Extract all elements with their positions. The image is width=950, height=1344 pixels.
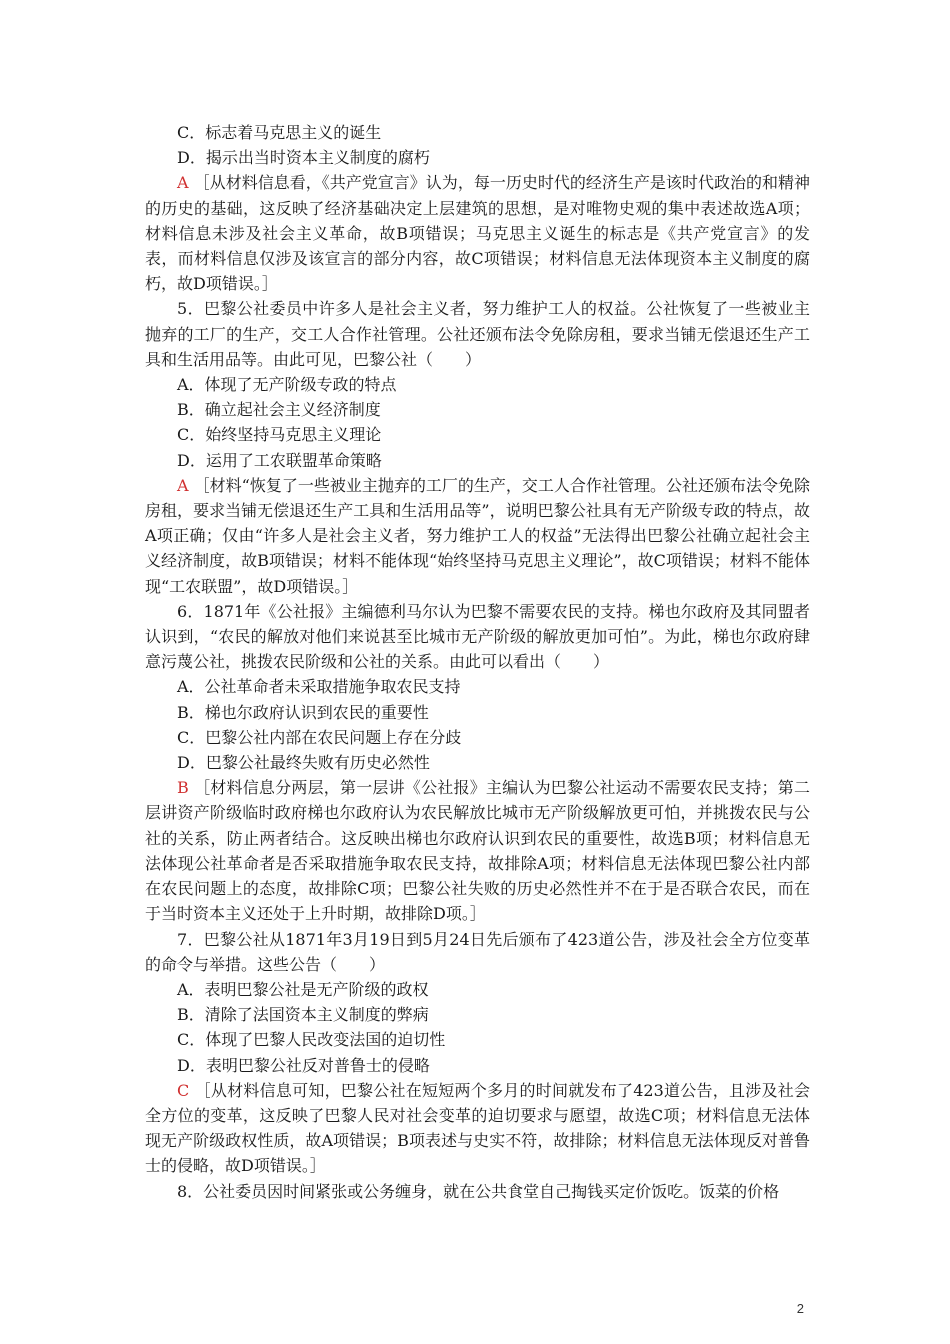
option-d-q4: D．揭示出当时资本主义制度的腐朽 xyxy=(177,148,430,168)
question-8: 8．公社委员因时间紧张或公务缠身，就在公共食堂自己掏钱买定价饭吃。饭菜的价格 xyxy=(177,1181,780,1201)
option-c-q7: C．体现了巴黎人民改变法国的迫切性 xyxy=(177,1030,446,1050)
question-5: 5．巴黎公社委员中许多人是社会主义者，努力维护工人的权益。公社恢复了一些被业主抛弃的工厂的生产，交工人合作社管理。公社还颁布法令免除房租，要求当铺无偿退还生产工具和生活用品等。由此可见，巴黎公社（ ） xyxy=(145,299,810,369)
document-body xyxy=(145,120,810,1204)
answer-q6 xyxy=(145,775,810,926)
option-b-q6: B．梯也尔政府认识到农民的重要性 xyxy=(177,702,429,722)
answer-explanation: ［材料信息分两层，第一层讲《公社报》主编认为巴黎公社运动不需要农民支持；第二层讲资产阶级临时政府梯也尔政府认为农民解放比城市无产阶级解放更可怕，并挑拨农民与公社的关系，防止两者结合。这反映出梯也尔政府认识到农民的重要性，故选B项；材料信息无法体现公社革命者是否采取措施争取农民支持，故排除A项；材料信息无法体现巴黎公社内部在农民问题上的态度，故排除C项；巴黎公社失败的历史必然性并不在于是否联合农民，而在于当时资本主义还处于上升时期，故排除D项。］ xyxy=(145,778,810,924)
option-a-q5: A．体现了无产阶级专政的特点 xyxy=(177,375,397,395)
option-c-q5: C．始终坚持马克思主义理论 xyxy=(177,425,382,445)
option-d-q6: D．巴黎公社最终失败有历史必然性 xyxy=(177,753,430,773)
option-c-q6: C．巴黎公社内部在农民问题上存在分歧 xyxy=(177,727,462,747)
option-a-q6: A．公社革命者未采取措施争取农民支持 xyxy=(177,677,461,697)
answer-explanation: ［从材料信息看，《共产党宣言》认为，每一历史时代的经济生产是该时代政治的和精神的历史的基础，这反映了经济基础决定上层建筑的思想，是对唯物史观的集中表述故选A项；材料信息未涉及社会主义革命，故B项错误；马克思主义诞生的标志是《共产党宣言》的发表，而材料信息仅涉及该宣言的部分内容，故C项错误；材料信息无法体现资本主义制度的腐朽，故D项错误。］ xyxy=(145,173,810,294)
question-7: 7．巴黎公社从1871年3月19日到5月24日先后颁布了423道公告，涉及社会全方位变革的命令与举措。这些公告（ ） xyxy=(145,929,810,974)
option-d-q5: D．运用了工农联盟革命策略 xyxy=(177,450,382,470)
page-number: 2 xyxy=(796,1301,804,1316)
question-6: 6．1871年《公社报》主编德利马尔认为巴黎不需要农民的支持。梯也尔政府及其同盟者认识到，“农民的解放对他们来说甚至比城市无产阶级的解放更加可怕”。为此，梯也尔政府肆意污蔑公社，挑拨农民阶级和公社的关系。由此可以看出（ ） xyxy=(145,601,810,672)
answer-explanation: ［材料“恢复了一些被业主抛弃的工厂的生产，交工人合作社管理。公社还颁布法令免除房租，要求当铺无偿退还生产工具和生活用品等”，说明巴黎公社具有无产阶级专政的特点，故A项正确；仅由“许多人是社会主义者，努力维护工人的权益”无法得出巴黎公社确立起社会主义经济制度，故B项错误；材料不能体现“始终坚持马克思主义理论”，故C项错误；材料不能体现“工农联盟”，故D项错误。］ xyxy=(145,475,810,596)
answer-q5 xyxy=(145,473,810,599)
answer-q7 xyxy=(145,1078,810,1179)
answer-letter: A xyxy=(177,475,189,495)
option-c-q4: C．标志着马克思主义的诞生 xyxy=(177,123,382,142)
option-a-q7: A．表明巴黎公社是无产阶级的政权 xyxy=(177,979,429,999)
option-d-q7: D．表明巴黎公社反对普鲁士的侵略 xyxy=(177,1055,430,1075)
answer-letter: A xyxy=(177,173,189,193)
answer-q4 xyxy=(145,170,810,296)
option-b-q5: B．确立起社会主义经济制度 xyxy=(177,400,381,420)
option-b-q7: B．清除了法国资本主义制度的弊病 xyxy=(177,1005,429,1025)
answer-letter: C xyxy=(177,1080,190,1100)
answer-explanation: ［从材料信息可知，巴黎公社在短短两个多月的时间就发布了423道公告，且涉及社会全方位的变革，这反映了巴黎人民对社会变革的迫切要求与愿望，故选C项；材料信息无法体现无产阶级政权性质，故A项错误；B项表述与史实不符，故排除；材料信息无法体现反对普鲁士的侵略，故D项错误。］ xyxy=(145,1080,810,1176)
answer-letter: B xyxy=(177,778,189,798)
